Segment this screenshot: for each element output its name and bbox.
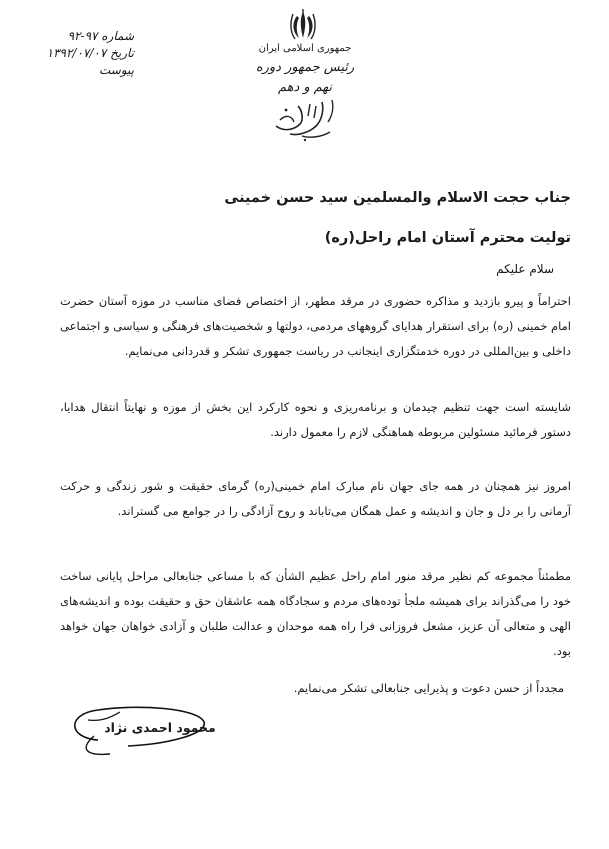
- body-paragraph-1: احتراماً و پیرو بازدید و مذاکره حضوری در مرقد مطهر، از اختصاص فضای مناسب در موزه آستان حضرت امام خمینی (ره) برای استقرار هدایای گروههای مردمی، دولتها و شخصیت‌های فرهنگی و سیاسی و اجتماعی داخلی و بین‌المللی در دوره خدمتگزاری اینجانب در ریاست جمهوری تشکر و قدردانی می‌نمایم.: [60, 294, 571, 358]
- body-paragraph-4: مطمئناً مجموعه کم نظیر مرقد منور امام راحل عظیم الشأن که با مساعی جنابعالی مراحل پایانی ساخت خود را می‌گذراند برای همیشه ملجأ توده‌های مردم و سجادگاه همه عاشقان حق و حقیقت بوده و اندیشه‌های الهی و متعالی آن عزیز، مشعل فروزانی فرا راه همه موحدان و عدالت طلبان و آزادی خواهان جهان خواهد بود.: [60, 569, 571, 658]
- letter-meta: [14, 28, 134, 79]
- letter-date: تاریخ ۱۳۹۲/۰۷/۰۷: [46, 46, 134, 60]
- addressee-position: تولیت محترم آستان امام راحل(ره): [324, 230, 571, 246]
- signatory-name: محمود احمدی نژاد: [104, 720, 216, 735]
- greeting: سلام علیکم: [496, 262, 554, 276]
- letterhead: [245, 42, 365, 98]
- bismillah-calligraphy: [272, 96, 338, 142]
- addressee-title: جناب حجت الاسلام والمسلمین سید حسن خمینی: [224, 190, 571, 206]
- closing-line: مجدداً از حسن دعوت و پذیرایی جنابعالی تشکر می‌نمایم.: [293, 681, 564, 695]
- letterhead-country: جمهوری اسلامی ایران: [258, 43, 352, 54]
- body-paragraph-3: امروز نیز همچنان در همه جای جهان نام مبارک امام خمینی(ره) گرمای حقیقت و شور زندگی و حرکت آرمانی را بر دل و جان و اندیشه و عمل همگان می‌تاباند و روح آزادگی را در جوامع می گستراند.: [60, 479, 571, 518]
- letter-attachment: پیوست: [99, 63, 134, 77]
- letterhead-office: رئیس جمهور دوره نهم و دهم: [255, 60, 355, 95]
- body-paragraph-2: شایسته است جهت تنظیم چیدمان و برنامه‌ریزی و نحوه کارکرد این بخش از موزه و نهایتاً انتقال هدایا، دستور فرمائید مسئولین مربوطه هماهنگی لازم را معمول دارند.: [60, 400, 571, 439]
- letter-number: شماره ۹۷-۹۲: [67, 29, 134, 43]
- national-emblem-icon: [288, 8, 318, 42]
